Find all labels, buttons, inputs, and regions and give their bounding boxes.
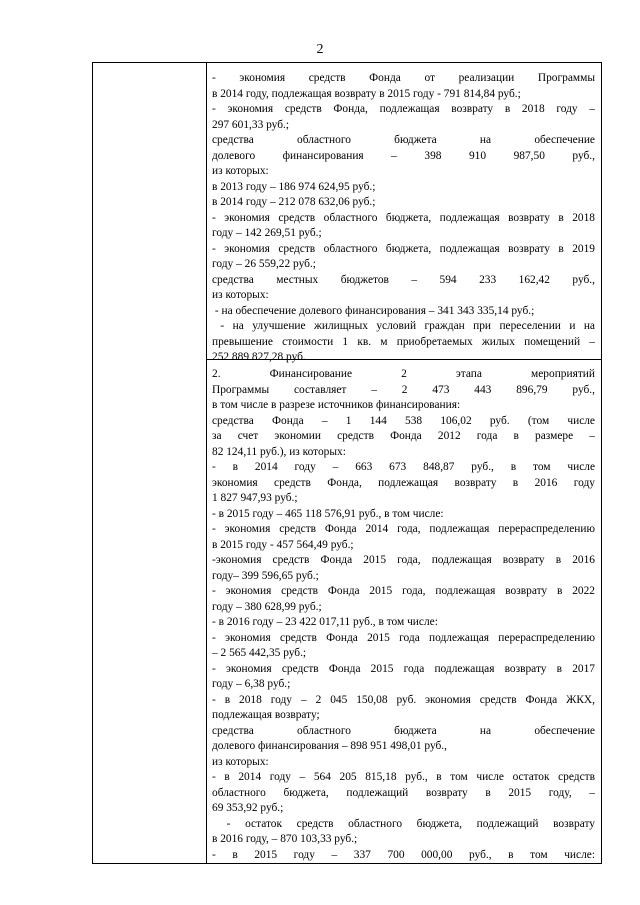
text-line: долевого финансирования – 898 951 498,01 руб.,: [212, 740, 447, 752]
text-line: - в 2014 году – 663 673 848,87 руб., в том числе: [212, 461, 595, 473]
text-line: - на обеспечение долевого финансирования – 341 343 335,14 руб.;: [212, 304, 535, 317]
text-line: -экономия средств Фонда 2015 года, подлежащая возврату в 2016: [212, 554, 595, 566]
text-line: - в 2016 году – 23 422 017,11 руб., в том числе:: [212, 616, 438, 628]
text-line: из которых:: [212, 289, 269, 301]
text-line: году – 142 269,51 руб.;: [212, 227, 322, 239]
text-line: подлежащая возврату;: [212, 709, 320, 721]
table-column-divider: [206, 63, 207, 863]
text-line: 82 124,11 руб.), из которых:: [212, 445, 346, 458]
text-line: средства местных бюджетов – 594 233 162,42 руб.,: [212, 273, 595, 286]
text-line: Программы составляет – 2 473 443 896,79 руб.,: [212, 383, 595, 396]
text-line: в 2016 году, – 870 103,33 руб.;: [212, 833, 358, 845]
text-line: средства областного бюджета на обеспечение: [212, 724, 595, 737]
text-line: году – 380 628,99 руб.;: [212, 600, 322, 613]
text-line: - в 2014 году – 564 205 815,18 руб., в том числе остаток средств: [212, 771, 595, 783]
text-line: – 2 565 442,35 руб.;: [212, 647, 307, 659]
text-line: экономия средств Фонда, подлежащая возврату в 2016 году: [212, 476, 595, 489]
text-line: - в 2015 году – 465 118 576,91 руб., в том числе:: [212, 507, 444, 520]
table-cell-stage-2-funding: [212, 367, 595, 863]
text-line: за счет экономии средств Фонда 2012 года в размере –: [212, 430, 595, 442]
text-line: - экономия средств Фонда 2014 года, подлежащая перераспределению: [212, 523, 595, 535]
text-line: году – 6,38 руб.;: [212, 678, 291, 690]
text-line: в 2014 году – 212 078 632,06 руб.;: [212, 196, 376, 208]
text-line: - на улучшение жилищных условий граждан при переселении и на: [212, 320, 595, 332]
text-line: превышение стоимости 1 кв. м приобретаемых жилых помещений –: [212, 335, 595, 348]
text-line: году– 399 596,65 руб.;: [212, 569, 319, 582]
text-line: - экономия средств Фонда 2015 года подлежащая возврату в 2017: [212, 662, 595, 675]
text-line: - экономия средств областного бюджета, подлежащая возврату в 2019: [212, 242, 595, 255]
text-line: в 2014 году, подлежащая возврату в 2015 году - 791 814,84 руб.;: [212, 87, 521, 100]
text-line: в 2013 году – 186 974 624,95 руб.;: [212, 180, 376, 193]
text-line: средства Фонда – 1 144 538 106,02 руб. (том числе: [212, 414, 595, 427]
text-line: - экономия средств Фонда 2015 года, подлежащая возврату в 2022: [212, 585, 595, 597]
text-line: - экономия средств Фонда, подлежащая возврату в 2018 году –: [212, 103, 595, 115]
text-line: из которых:: [212, 755, 269, 768]
text-line: - в 2015 году – 337 700 000,00 руб., в том числе:: [212, 848, 595, 861]
text-line: в том числе в разрезе источников финансирования:: [212, 399, 461, 411]
text-line: в 2015 году - 457 564,49 руб.;: [212, 538, 354, 551]
text-line: 1 827 947,93 руб.;: [212, 492, 298, 504]
text-line: - экономия средств областного бюджета, подлежащая возврату в 2018: [212, 211, 595, 224]
text-line: 297 601,33 руб.;: [212, 118, 290, 131]
text-line: долевого финансирования – 398 910 987,50 руб.,: [212, 149, 595, 162]
table-cell-stage-1-funding: [212, 71, 595, 366]
page-number: 2: [316, 42, 324, 57]
text-line: 2. Финансирование 2 этапа мероприятий: [212, 368, 595, 380]
text-line: средства областного бюджета на обеспечение: [212, 134, 595, 146]
text-line: из которых:: [212, 165, 269, 177]
text-line: - в 2018 году – 2 045 150,08 руб. экономия средств Фонда ЖКХ,: [212, 693, 595, 706]
text-line: - остаток средств областного бюджета, подлежащий возврату: [212, 817, 595, 830]
text-line: 69 353,92 руб.;: [212, 802, 284, 814]
text-line: - экономия средств Фонда от реализации Программы: [212, 72, 595, 84]
funding-table: [92, 62, 602, 864]
text-line: областного бюджета, подлежащий возврату в 2015 году, –: [212, 786, 595, 799]
text-line: году – 26 559,22 руб.;: [212, 258, 316, 270]
text-line: - экономия средств Фонда 2015 года подлежащая перераспределению: [212, 631, 595, 644]
text-line: 252 889 827,28 руб.: [212, 351, 306, 363]
